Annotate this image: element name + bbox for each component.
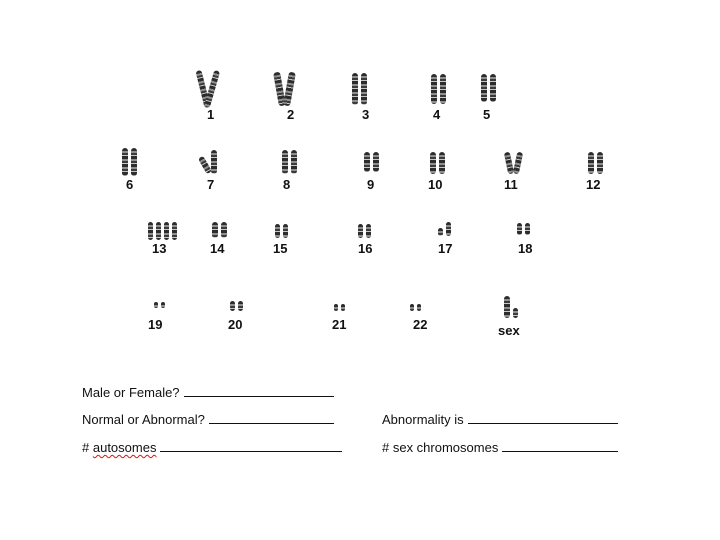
chromatid xyxy=(373,152,379,172)
chromosome-pair-6 xyxy=(122,148,137,176)
chromatid xyxy=(517,223,522,235)
label-5: 5 xyxy=(483,107,491,122)
question-text: Abnormality is xyxy=(382,412,464,427)
chromosome-pair-14 xyxy=(212,222,227,238)
label-22: 22 xyxy=(413,317,428,332)
answer-blank-sex-chromosomes[interactable] xyxy=(502,440,618,452)
chromosome-pair-1 xyxy=(200,70,215,108)
chromosome-pair-21 xyxy=(334,304,345,311)
question-sex-chromosomes xyxy=(382,440,618,455)
chromatid xyxy=(439,152,445,174)
chromosome-pair-12 xyxy=(588,152,603,174)
chromosome-pair-20 xyxy=(230,301,243,311)
chromatid xyxy=(131,148,137,176)
chromatid xyxy=(481,74,487,102)
chromatid xyxy=(588,152,594,174)
question-text: autosomes xyxy=(92,440,157,455)
label-16: 16 xyxy=(358,241,373,256)
question-male-female xyxy=(82,385,334,400)
label-3: 3 xyxy=(362,107,370,122)
question-abnormality xyxy=(382,412,618,427)
chromatid xyxy=(172,222,177,240)
chromatid xyxy=(417,304,421,311)
label-9: 9 xyxy=(367,177,375,192)
label-20: 20 xyxy=(228,317,243,332)
chromosome-pair-3 xyxy=(352,73,367,105)
chromosome-pair-11 xyxy=(506,152,521,174)
chromatid xyxy=(513,308,518,318)
answer-blank-normal[interactable] xyxy=(209,412,334,424)
chromatid xyxy=(352,73,358,105)
chromatid xyxy=(275,224,280,238)
chromatid xyxy=(291,150,297,174)
label-1: 1 xyxy=(207,107,215,122)
chromatid xyxy=(161,302,165,308)
chromatid xyxy=(504,296,510,318)
label-8: 8 xyxy=(283,177,291,192)
chromatid xyxy=(361,73,367,105)
chromatid xyxy=(366,224,371,238)
chromatid xyxy=(283,224,288,238)
chromatid xyxy=(597,152,603,174)
label-17: 17 xyxy=(438,241,453,256)
chromosome-pair-10 xyxy=(430,152,445,174)
question-text: # sex chromosomes xyxy=(382,440,499,455)
chromatid xyxy=(156,222,161,240)
label-14: 14 xyxy=(210,241,225,256)
chromosome-pair-18 xyxy=(517,223,530,235)
chromosome-pair-13 xyxy=(148,222,177,240)
chromatid xyxy=(513,152,523,175)
label-19: 19 xyxy=(148,317,163,332)
chromatid xyxy=(334,304,338,311)
chromatid xyxy=(212,222,218,238)
answer-blank-abnormality[interactable] xyxy=(468,412,618,424)
label-12: 12 xyxy=(586,177,601,192)
chromatid xyxy=(438,228,443,236)
label-18: 18 xyxy=(518,241,533,256)
chromatid xyxy=(148,222,153,240)
question-prefix: # xyxy=(82,440,90,455)
label-13: 13 xyxy=(152,241,167,256)
chromatid xyxy=(431,74,437,104)
question-autosomes xyxy=(82,440,342,455)
label-4: 4 xyxy=(433,107,441,122)
label-11: 11 xyxy=(504,177,518,192)
question-text: Male or Female? xyxy=(82,385,180,400)
label-6: 6 xyxy=(126,177,134,192)
chromatid xyxy=(364,152,370,172)
answer-blank-autosomes[interactable] xyxy=(160,440,342,452)
chromatid xyxy=(164,222,169,240)
answer-blank-sex[interactable] xyxy=(184,385,334,397)
chromatid xyxy=(358,224,363,238)
chromosome-pair-4 xyxy=(431,74,446,104)
label-7: 7 xyxy=(207,177,215,192)
chromosome-pair-8 xyxy=(282,150,297,174)
chromosome-pair-16 xyxy=(358,224,371,238)
label-sex: sex xyxy=(498,323,520,338)
chromosome-pair-17 xyxy=(438,222,451,236)
chromatid xyxy=(238,301,243,311)
chromatid xyxy=(198,156,212,175)
label-2: 2 xyxy=(287,107,295,122)
chromatid xyxy=(410,304,414,311)
chromosome-pair-2 xyxy=(276,72,293,106)
label-21: 21 xyxy=(332,317,347,332)
chromatid xyxy=(211,150,217,174)
chromatid xyxy=(282,150,288,174)
chromatid xyxy=(154,302,158,308)
chromosome-pair-22 xyxy=(410,304,421,311)
chromatid xyxy=(283,72,296,107)
chromatid xyxy=(341,304,345,311)
chromosome-pair-9 xyxy=(364,152,379,172)
question-text: Normal or Abnormal? xyxy=(82,412,205,427)
chromatid xyxy=(430,152,436,174)
chromosome-pair-19 xyxy=(154,302,165,308)
label-10: 10 xyxy=(428,177,443,192)
chromatid xyxy=(490,74,496,102)
label-15: 15 xyxy=(273,241,288,256)
chromatid xyxy=(122,148,128,176)
chromatid xyxy=(440,74,446,104)
chromosome-pair-sex xyxy=(504,296,518,318)
chromatid xyxy=(221,222,227,238)
question-normal-abnormal xyxy=(82,412,334,427)
chromosome-pair-5 xyxy=(481,74,496,102)
chromatid xyxy=(446,222,451,236)
chromosome-pair-15 xyxy=(275,224,288,238)
chromosome-pair-7 xyxy=(202,150,217,174)
chromatid xyxy=(525,223,530,235)
chromatid xyxy=(230,301,235,311)
